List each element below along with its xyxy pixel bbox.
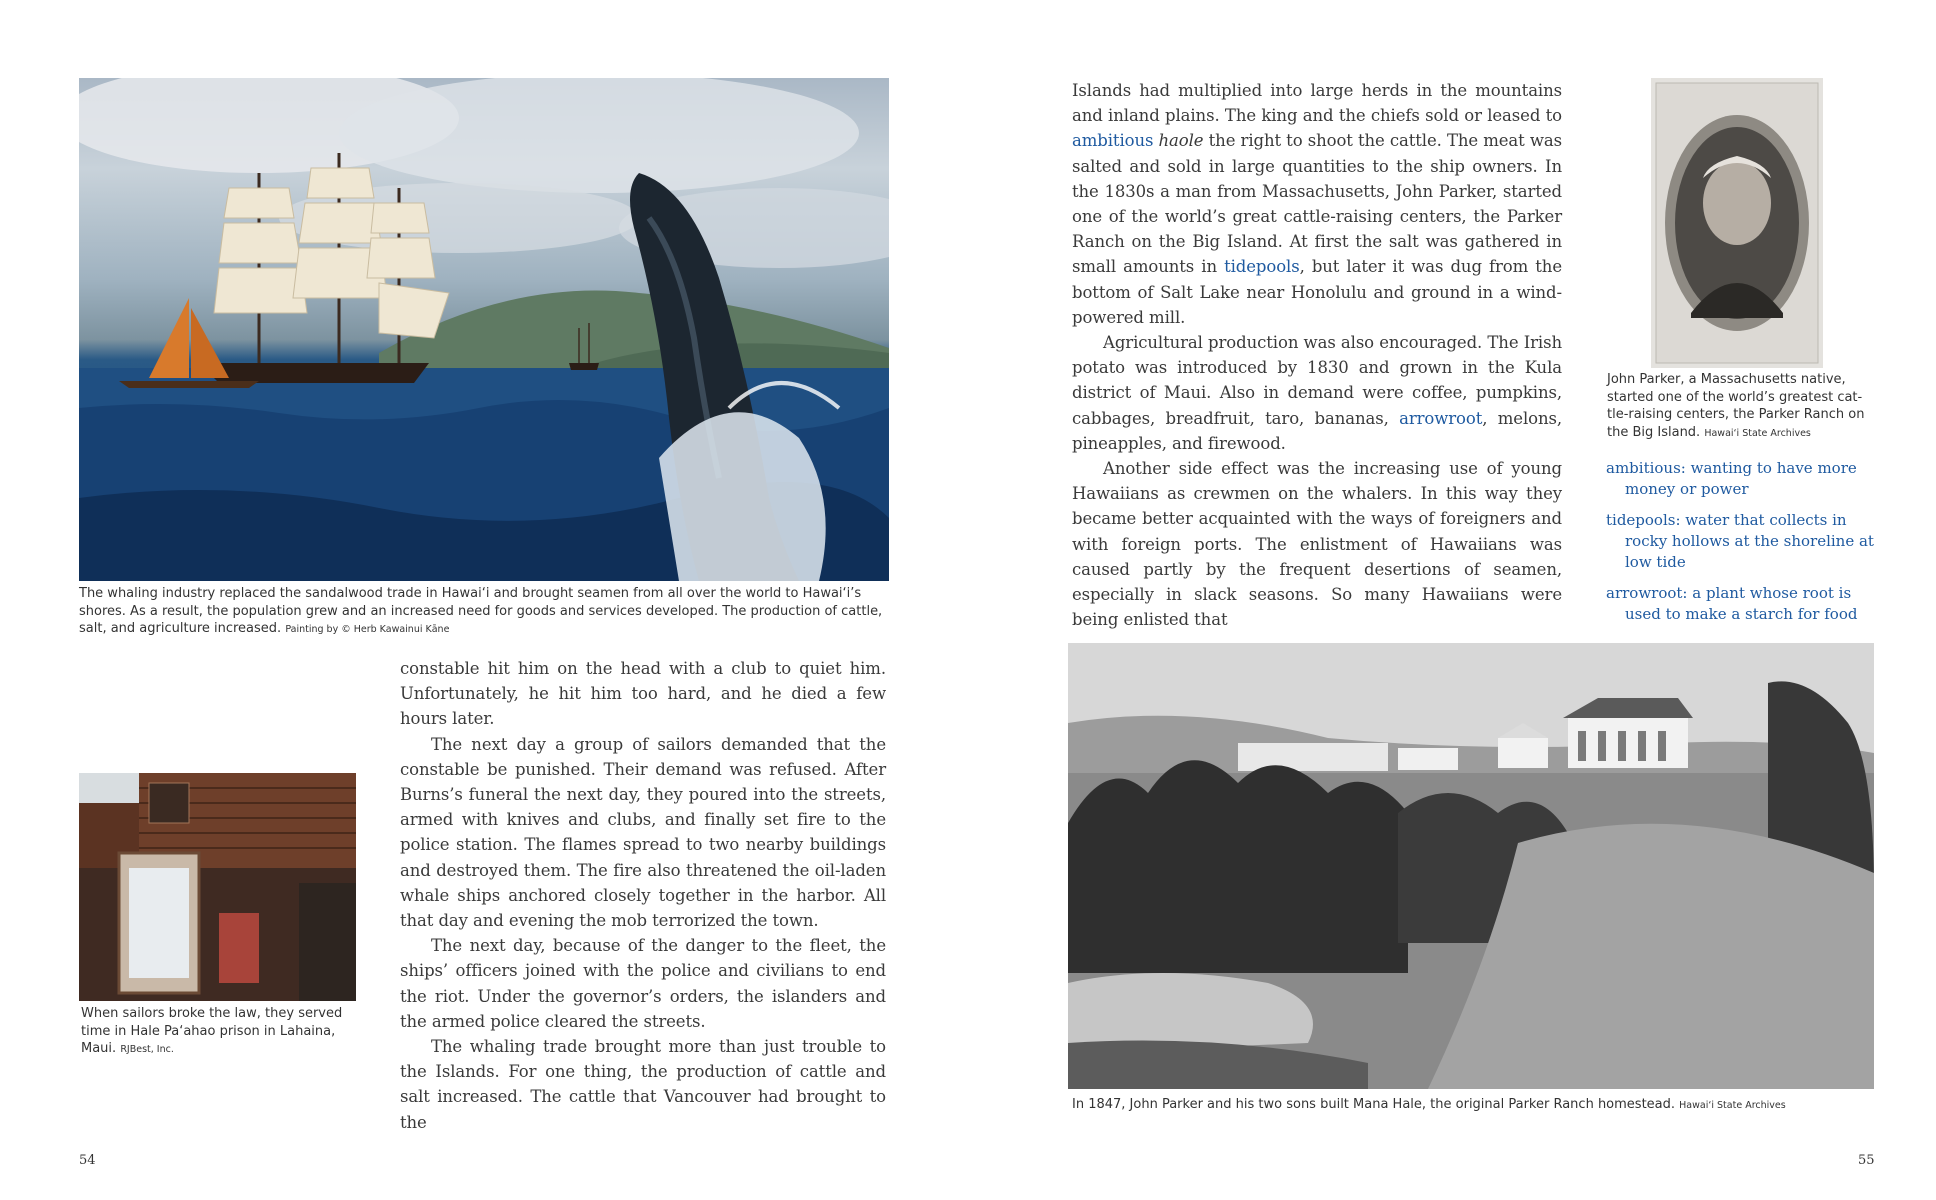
right-p1-b: the right to shoot the cattle. The meat was salted and sold in large quantities to the ship owners. In the 1830s a man from Massachusetts, John Parker, started one of the world’s great cattle-raising centers, the Parker Ranch on the Big Island. At first the salt was gathered in small amounts in	[1072, 131, 1562, 277]
glossary-arrowroot: arrowroot: a plant whose root is used to make a starch for food	[1606, 584, 1858, 623]
painting-caption-text: The whaling industry replaced the sandalwood trade in Hawai‘i and brought seamen from all over the world to Hawai‘i’s shores. As a result, the population grew and an increased need for goods and services developed. The production of cattle, salt, and agriculture increased.	[79, 586, 883, 636]
right-paragraph-2	[1072, 330, 1562, 456]
term-tidepools: tidepools	[1224, 257, 1300, 277]
right-p1-c: , but later it was dug from the bottom of Salt Lake near Honolulu and ground in a wind-powered mill.	[1072, 257, 1562, 327]
ranch-caption-text: In 1847, John Parker and his two sons built Mana Hale, the original Parker Ranch homestead.	[1072, 1097, 1676, 1112]
right-p2-a: Agricultural production was also encouraged. The Irish potato was introduced by 1830 and grown in the Kula district of Maui. Also in demand were coffee, pumpkins, cabbages, breadfruit, taro, bananas,	[1072, 333, 1562, 428]
right-p1-a: Islands had multiplied into large herds in the mountains and inland plains. The king and the chiefs sold or leased to	[1072, 81, 1562, 126]
right-paragraph-1	[1072, 78, 1562, 330]
prison-photo	[79, 773, 356, 1001]
left-paragraph-3: The next day, because of the danger to the fleet, the ships’ officers joined with the police and civilians to end the riot. Under the governor’s orders, the islanders and the armed police cleared the streets.	[400, 936, 886, 1031]
john-parker-portrait	[1651, 78, 1823, 368]
glossary-ambitious: ambitious: wanting to have more money or power	[1606, 459, 1857, 498]
portrait-credit: Hawai‘i State Archives	[1704, 427, 1811, 439]
term-haole: haole	[1158, 131, 1204, 151]
left-paragraph-1: constable hit him on the head with a club to quiet him. Unfortunately, he hit him too hard, and he died a few hours later.	[400, 659, 886, 729]
ranch-caption	[1072, 1096, 1878, 1115]
whaling-painting	[79, 78, 889, 581]
right-body-text	[1072, 78, 1562, 632]
right-p2-b: , melons, pineapples, and firewood.	[1072, 408, 1562, 453]
painting-caption	[79, 585, 891, 639]
ranch-homestead-photo	[1068, 643, 1874, 1089]
page-number-left: 54	[79, 1153, 96, 1168]
prison-credit: RJBest, Inc.	[120, 1044, 174, 1055]
ranch-credit: Hawai‘i State Archives	[1679, 1100, 1786, 1111]
portrait-caption	[1607, 371, 1882, 442]
left-paragraph-4: The whaling trade brought more than just trouble to the Islands. For one thing, the production of cattle and salt increased. The cattle that Vancouver had brought to the	[400, 1037, 886, 1132]
term-arrowroot: arrowroot	[1399, 408, 1483, 428]
page-number-right: 55	[1858, 1153, 1875, 1168]
term-ambitious: ambitious	[1072, 131, 1154, 151]
glossary	[1606, 458, 1876, 635]
portrait-caption-text: John Parker, a Massachusetts native, started one of the world’s greatest cat-tle-raising centers, the Parker Ranch on the Big Island.	[1607, 372, 1865, 440]
painting-credit: Painting by © Herb Kawainui Kāne	[285, 624, 450, 635]
left-body-text	[400, 656, 886, 1135]
right-paragraph-3: Another side effect was the increasing use of young Hawaiians as crewmen on the whalers. In this way they became better acquainted with the ways of foreigners and with foreign ports. The enlistment of Hawaiians was caused partly by the frequent desertions of seamen, especially in slack seasons. So many Hawaiians were being enlisted that	[1072, 459, 1562, 630]
left-paragraph-2: The next day a group of sailors demanded that the constable be punished. Their demand was refused. After Burns’s funeral the next day, they poured into the streets, armed with knives and clubs, and finally set fire to the police station. The flames spread to two nearby buildings and destroyed them. The fire also threatened the oil-laden whale ships anchored closely together in the harbor. All that day and evening the mob terrorized the town.	[400, 734, 886, 931]
prison-caption	[81, 1005, 356, 1059]
prison-caption-text: When sailors broke the law, they served time in Hale Pa‘ahao prison in Lahaina, Maui.	[81, 1006, 343, 1056]
glossary-tidepools: tidepools: water that collects in rocky hollows at the shoreline at low tide	[1606, 511, 1874, 571]
